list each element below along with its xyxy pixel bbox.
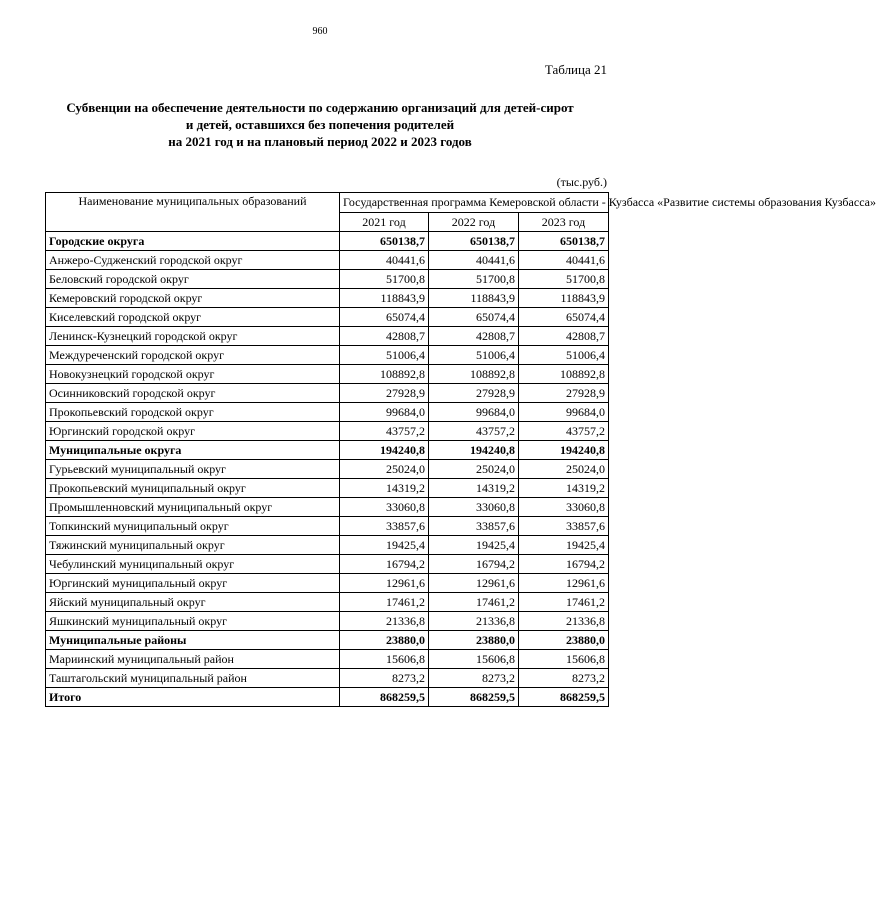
municipality-name-cell: Яйский муниципальный округ bbox=[46, 593, 340, 612]
header-municipality: Наименование муниципальных образований bbox=[46, 193, 340, 232]
value-cell-2022: 51006,4 bbox=[429, 346, 519, 365]
table-group-row bbox=[46, 688, 609, 707]
value-cell-2021: 118843,9 bbox=[340, 289, 429, 308]
municipality-name-cell: Промышленновский муниципальный округ bbox=[46, 498, 340, 517]
subsidy-table bbox=[45, 192, 876, 707]
municipality-name-cell: Прокопьевский городской округ bbox=[46, 403, 340, 422]
municipality-name-cell: Итого bbox=[46, 688, 340, 707]
municipality-name-cell: Гурьевский муниципальный округ bbox=[46, 460, 340, 479]
value-cell-2021: 868259,5 bbox=[340, 688, 429, 707]
table-row bbox=[46, 498, 609, 517]
value-cell-2022: 650138,7 bbox=[429, 232, 519, 251]
table-row bbox=[46, 308, 609, 327]
municipality-name-cell: Ленинск-Кузнецкий городской округ bbox=[46, 327, 340, 346]
table-row bbox=[46, 403, 609, 422]
value-cell-2021: 51700,8 bbox=[340, 270, 429, 289]
value-cell-2023: 65074,4 bbox=[519, 308, 609, 327]
value-cell-2023: 14319,2 bbox=[519, 479, 609, 498]
page-number: 960 bbox=[312, 26, 328, 37]
table-row bbox=[46, 593, 609, 612]
table-row bbox=[46, 251, 609, 270]
value-cell-2022: 23880,0 bbox=[429, 631, 519, 650]
table-row bbox=[46, 517, 609, 536]
municipality-name-cell: Новокузнецкий городской округ bbox=[46, 365, 340, 384]
table-group-row bbox=[46, 232, 609, 251]
header-program: Государственная программа Кемеровской области - Кузбасса «Развитие системы образования Кузбасса» bbox=[340, 193, 609, 213]
value-cell-2022: 194240,8 bbox=[429, 441, 519, 460]
value-cell-2021: 33857,6 bbox=[340, 517, 429, 536]
value-cell-2022: 40441,6 bbox=[429, 251, 519, 270]
table-group-row bbox=[46, 441, 609, 460]
value-cell-2023: 42808,7 bbox=[519, 327, 609, 346]
value-cell-2022: 99684,0 bbox=[429, 403, 519, 422]
title-line: Субвенции на обеспечение деятельности по содержанию организаций для детей-сирот bbox=[66, 100, 574, 115]
value-cell-2023: 25024,0 bbox=[519, 460, 609, 479]
municipality-name-cell: Чебулинский муниципальный округ bbox=[46, 555, 340, 574]
title-line: и детей, оставшихся без попечения родителей bbox=[185, 117, 455, 132]
table-row bbox=[46, 574, 609, 593]
value-cell-2023: 23880,0 bbox=[519, 631, 609, 650]
value-cell-2022: 14319,2 bbox=[429, 479, 519, 498]
value-cell-2021: 65074,4 bbox=[340, 308, 429, 327]
value-cell-2022: 42808,7 bbox=[429, 327, 519, 346]
value-cell-2023: 51700,8 bbox=[519, 270, 609, 289]
value-cell-2023: 43757,2 bbox=[519, 422, 609, 441]
table-row bbox=[46, 270, 609, 289]
table-row bbox=[46, 384, 609, 403]
value-cell-2023: 15606,8 bbox=[519, 650, 609, 669]
municipality-name-cell: Муниципальные районы bbox=[46, 631, 340, 650]
value-cell-2023: 33060,8 bbox=[519, 498, 609, 517]
value-cell-2022: 33857,6 bbox=[429, 517, 519, 536]
table-row bbox=[46, 460, 609, 479]
municipality-name-cell: Юргинский городской округ bbox=[46, 422, 340, 441]
table-row bbox=[46, 346, 609, 365]
header-year-2022: 2022 год bbox=[429, 213, 519, 232]
title-line: на 2021 год и на плановый период 2022 и 2023 годов bbox=[168, 134, 472, 149]
value-cell-2023: 868259,5 bbox=[519, 688, 609, 707]
table-row bbox=[46, 422, 609, 441]
header-year-2021: 2021 год bbox=[340, 213, 429, 232]
value-cell-2022: 51700,8 bbox=[429, 270, 519, 289]
value-cell-2021: 12961,6 bbox=[340, 574, 429, 593]
table-label: Таблица 21 bbox=[544, 62, 607, 77]
value-cell-2021: 25024,0 bbox=[340, 460, 429, 479]
value-cell-2023: 33857,6 bbox=[519, 517, 609, 536]
municipality-name-cell: Юргинский муниципальный округ bbox=[46, 574, 340, 593]
municipality-name-cell: Кемеровский городской округ bbox=[46, 289, 340, 308]
value-cell-2023: 16794,2 bbox=[519, 555, 609, 574]
table-row bbox=[46, 479, 609, 498]
value-cell-2023: 99684,0 bbox=[519, 403, 609, 422]
value-cell-2022: 868259,5 bbox=[429, 688, 519, 707]
municipality-name-cell: Междуреченский городской округ bbox=[46, 346, 340, 365]
value-cell-2021: 27928,9 bbox=[340, 384, 429, 403]
value-cell-2022: 16794,2 bbox=[429, 555, 519, 574]
municipality-name-cell: Городские округа bbox=[46, 232, 340, 251]
value-cell-2022: 33060,8 bbox=[429, 498, 519, 517]
municipality-name-cell: Топкинский муниципальный округ bbox=[46, 517, 340, 536]
value-cell-2022: 21336,8 bbox=[429, 612, 519, 631]
value-cell-2021: 15606,8 bbox=[340, 650, 429, 669]
value-cell-2023: 17461,2 bbox=[519, 593, 609, 612]
document-title bbox=[30, 99, 610, 150]
value-cell-2021: 21336,8 bbox=[340, 612, 429, 631]
value-cell-2023: 194240,8 bbox=[519, 441, 609, 460]
table-row bbox=[46, 612, 609, 631]
value-cell-2021: 8273,2 bbox=[340, 669, 429, 688]
value-cell-2021: 43757,2 bbox=[340, 422, 429, 441]
municipality-name-cell: Муниципальные округа bbox=[46, 441, 340, 460]
value-cell-2023: 51006,4 bbox=[519, 346, 609, 365]
value-cell-2022: 25024,0 bbox=[429, 460, 519, 479]
value-cell-2022: 15606,8 bbox=[429, 650, 519, 669]
value-cell-2022: 27928,9 bbox=[429, 384, 519, 403]
value-cell-2022: 19425,4 bbox=[429, 536, 519, 555]
table-row bbox=[46, 555, 609, 574]
table-group-row bbox=[46, 631, 609, 650]
value-cell-2021: 194240,8 bbox=[340, 441, 429, 460]
value-cell-2021: 99684,0 bbox=[340, 403, 429, 422]
value-cell-2021: 17461,2 bbox=[340, 593, 429, 612]
table-row bbox=[46, 327, 609, 346]
value-cell-2022: 65074,4 bbox=[429, 308, 519, 327]
value-cell-2022: 43757,2 bbox=[429, 422, 519, 441]
value-cell-2021: 42808,7 bbox=[340, 327, 429, 346]
value-cell-2021: 51006,4 bbox=[340, 346, 429, 365]
value-cell-2023: 21336,8 bbox=[519, 612, 609, 631]
table-row bbox=[46, 365, 609, 384]
municipality-name-cell: Мариинский муниципальный район bbox=[46, 650, 340, 669]
value-cell-2023: 19425,4 bbox=[519, 536, 609, 555]
value-cell-2023: 40441,6 bbox=[519, 251, 609, 270]
value-cell-2022: 8273,2 bbox=[429, 669, 519, 688]
value-cell-2021: 108892,8 bbox=[340, 365, 429, 384]
value-cell-2021: 23880,0 bbox=[340, 631, 429, 650]
value-cell-2022: 108892,8 bbox=[429, 365, 519, 384]
municipality-name-cell: Прокопьевский муниципальный округ bbox=[46, 479, 340, 498]
table-body bbox=[46, 232, 609, 707]
header-year-2023: 2023 год bbox=[519, 213, 609, 232]
value-cell-2022: 118843,9 bbox=[429, 289, 519, 308]
value-cell-2021: 16794,2 bbox=[340, 555, 429, 574]
municipality-name-cell: Анжеро-Судженский городской округ bbox=[46, 251, 340, 270]
municipality-name-cell: Беловский городской округ bbox=[46, 270, 340, 289]
value-cell-2021: 650138,7 bbox=[340, 232, 429, 251]
value-cell-2023: 8273,2 bbox=[519, 669, 609, 688]
table-row bbox=[46, 536, 609, 555]
value-cell-2021: 33060,8 bbox=[340, 498, 429, 517]
table-row bbox=[46, 289, 609, 308]
value-cell-2021: 14319,2 bbox=[340, 479, 429, 498]
value-cell-2023: 108892,8 bbox=[519, 365, 609, 384]
municipality-name-cell: Тяжинский муниципальный округ bbox=[46, 536, 340, 555]
value-cell-2022: 17461,2 bbox=[429, 593, 519, 612]
units-label: (тыс.руб.) bbox=[556, 175, 607, 189]
value-cell-2023: 650138,7 bbox=[519, 232, 609, 251]
value-cell-2021: 40441,6 bbox=[340, 251, 429, 270]
value-cell-2023: 27928,9 bbox=[519, 384, 609, 403]
municipality-name-cell: Киселевский городской округ bbox=[46, 308, 340, 327]
value-cell-2023: 12961,6 bbox=[519, 574, 609, 593]
municipality-name-cell: Осинниковский городской округ bbox=[46, 384, 340, 403]
value-cell-2021: 19425,4 bbox=[340, 536, 429, 555]
table-row bbox=[46, 669, 609, 688]
municipality-name-cell: Таштагольский муниципальный район bbox=[46, 669, 340, 688]
value-cell-2022: 12961,6 bbox=[429, 574, 519, 593]
table-row bbox=[46, 650, 609, 669]
value-cell-2023: 118843,9 bbox=[519, 289, 609, 308]
municipality-name-cell: Яшкинский муниципальный округ bbox=[46, 612, 340, 631]
